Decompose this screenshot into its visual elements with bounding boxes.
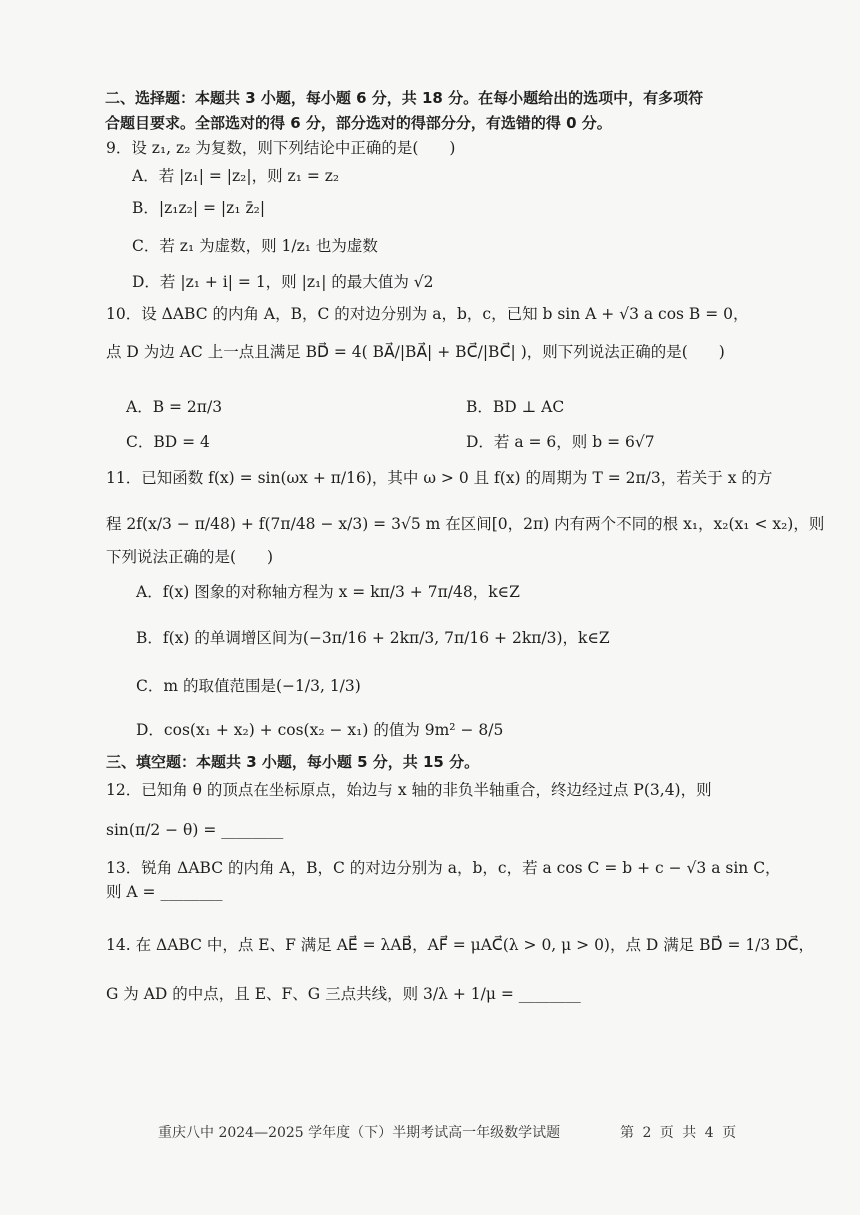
q10-option-d: D．若 a = 6，则 b = 6√7 bbox=[466, 433, 655, 451]
q13-line2: 则 A = ________ bbox=[106, 883, 223, 901]
q10-stem-line1: 10．设 ΔABC 的内角 A，B，C 的对边分别为 a，b，c，已知 b sin A + √3 a cos B = 0， bbox=[106, 305, 749, 323]
q9-option-a: A．若 |z₁| = |z₂|，则 z₁ = z₂ bbox=[132, 167, 340, 185]
q10-option-b: B．BD ⊥ AC bbox=[466, 398, 565, 416]
q10-option-a: A．B = 2π/3 bbox=[126, 398, 223, 416]
q11-option-b: B．f(x) 的单调增区间为(−3π/16 + 2kπ/3, 7π/16 + 2kπ/3)，k∈Z bbox=[136, 629, 610, 647]
q11-stem-line1: 11．已知函数 f(x) = sin(ωx + π/16)，其中 ω > 0 且 f(x) 的周期为 T = 2π/3，若关于 x 的方 bbox=[106, 469, 773, 487]
q12-line2: sin(π/2 − θ) = ________ bbox=[106, 821, 284, 839]
q9-option-d: D．若 |z₁ + i| = 1，则 |z₁| 的最大值为 √2 bbox=[132, 273, 434, 291]
q11-stem-line2: 程 2f(x/3 − π/48) + f(7π/48 − x/3) = 3√5 m 在区间[0，2π) 内有两个不同的根 x₁，x₂(x₁ < x₂)，则 bbox=[106, 515, 825, 533]
q10-stem-line2: 点 D 为边 AC 上一点且满足 BD⃗ = 4( BA⃗/|BA⃗| + BC⃗/|BC⃗| )，则下列说法正确的是( ) bbox=[106, 343, 725, 361]
q14-line2: G 为 AD 的中点，且 E、F、G 三点共线，则 3/λ + 1/μ = ________ bbox=[106, 985, 581, 1003]
q9-stem: 9．设 z₁, z₂ 为复数，则下列结论中正确的是( ) bbox=[106, 139, 456, 157]
q11-stem-line3: 下列说法正确的是( ) bbox=[106, 548, 274, 566]
q9-option-c: C．若 z₁ 为虚数，则 1/z₁ 也为虚数 bbox=[132, 237, 378, 255]
q14-line1: 14. 在 ΔABC 中，点 E、F 满足 AE⃗ = λAB⃗，AF⃗ = μAC⃗(λ > 0, μ > 0)，点 D 满足 BD⃗ = 1/3 DC⃗， bbox=[106, 936, 814, 954]
q12-line1: 12．已知角 θ 的顶点在坐标原点，始边与 x 轴的非负半轴重合，终边经过点 P(3,4)，则 bbox=[106, 781, 712, 799]
section3-header: 三、填空题：本题共 3 小题，每小题 5 分，共 15 分。 bbox=[106, 753, 480, 771]
q11-option-d: D．cos(x₁ + x₂) + cos(x₂ − x₁) 的值为 9m² − 8/5 bbox=[136, 721, 504, 739]
q9-option-b: B．|z₁z₂| = |z₁ z̄₂| bbox=[132, 199, 266, 217]
footer-exam-title: 重庆八中 2024—2025 学年度（下）半期考试高一年级数学试题 bbox=[158, 1125, 561, 1141]
q11-option-c: C．m 的取值范围是(−1/3, 1/3) bbox=[136, 677, 361, 695]
section2-header-line2: 合题目要求。全部选对的得 6 分，部分选对的得部分分，有选错的得 0 分。 bbox=[105, 114, 612, 132]
footer-page-number: 第 2 页 共 4 页 bbox=[620, 1125, 739, 1141]
q11-option-a: A．f(x) 图象的对称轴方程为 x = kπ/3 + 7π/48，k∈Z bbox=[136, 583, 520, 601]
q13-line1: 13．锐角 ΔABC 的内角 A，B，C 的对边分别为 a，b，c，若 a cos C = b + c − √3 a sin C， bbox=[106, 859, 781, 877]
section2-header-line1: 二、选择题：本题共 3 小题，每小题 6 分，共 18 分。在每小题给出的选项中，有多项符 bbox=[105, 89, 704, 107]
q10-option-c: C．BD = 4 bbox=[126, 433, 210, 451]
